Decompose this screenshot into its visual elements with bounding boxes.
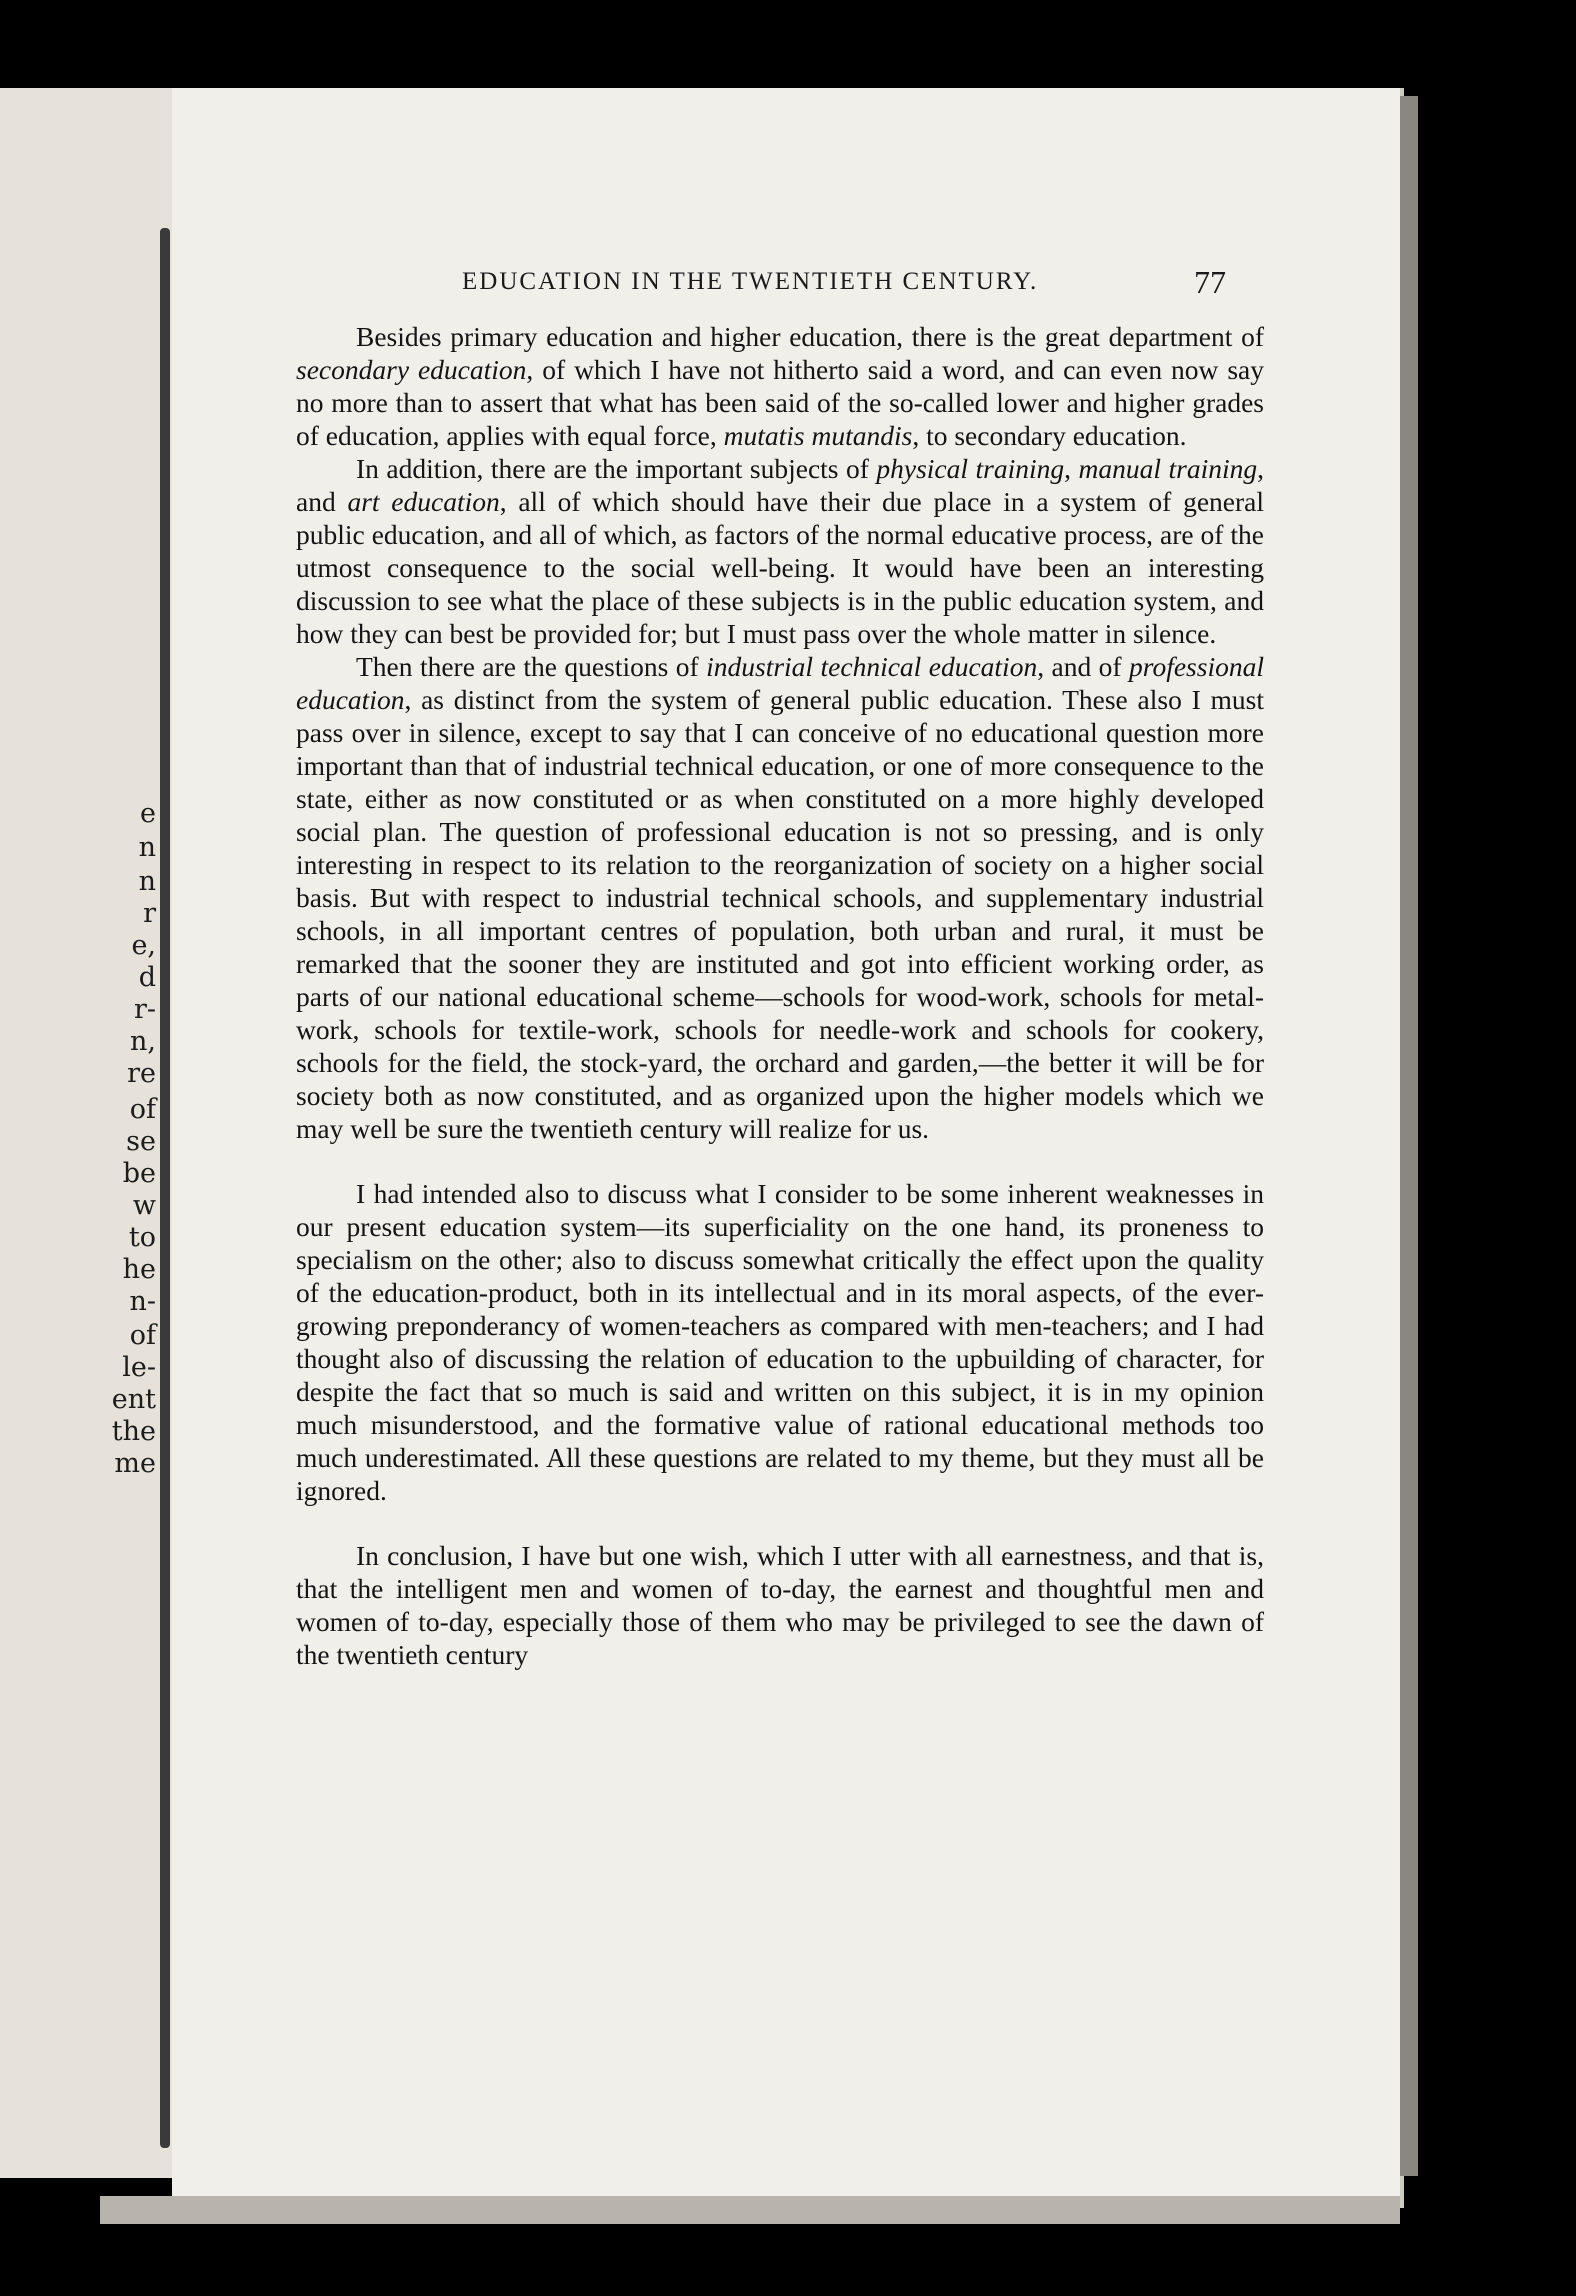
margin-fragment: n [138,866,156,897]
text-run: , and [296,453,1265,517]
margin-fragment: to [128,1222,156,1253]
facing-page-fragment [0,88,172,2178]
paragraph [296,452,1264,650]
paragraph: In conclusion, I have but one wish, which I utter with all earnestness, and that is, that the intelligent men and women of to-day, the earnest and thoughtful men and women of to-day, especially those of them who may be privileged to see the dawn of the twentieth century [296,1540,1264,1670]
margin-fragment: n [138,832,156,863]
margin-fragment: he [122,1254,156,1285]
text-run: , of which I have not hitherto said a word, and can even now say no more than to assert that what has been said of the so-called lower and higher grades of education, applies with equal force, [296,354,1264,451]
text-run: , [1064,453,1079,484]
margin-fragment: e [140,798,156,829]
text-run: Besides primary education and higher education, there is the great department of [356,321,1264,352]
margin-fragment: n- [129,1286,156,1317]
margin-fragment: of [129,1320,156,1351]
text-run: In addition, there are the important subjects of [356,453,877,484]
page-bottom-edge [100,2196,1400,2224]
text-run: Then there are the questions of [356,651,707,682]
margin-fragment: the [111,1416,156,1447]
margin-fragment: r- [133,994,156,1025]
margin-fragment: ent [111,1384,156,1415]
italic-term: industrial technical education [706,651,1038,682]
margin-fragment: se [126,1126,156,1157]
margin-fragment: w [132,1190,156,1221]
running-title: EDUCATION IN THE TWENTIETH CENTURY. [462,268,1039,295]
paragraph [296,650,1264,1145]
italic-term: physical training [876,453,1065,484]
margin-fragment: be [122,1158,156,1189]
margin-fragment: re [127,1058,156,1089]
margin-fragment: d [138,962,156,993]
paragraph: I had intended also to discuss what I consider to be some inherent weaknesses in our present education system—its superficiality on the one hand, its proneness to specialism on the other; also to discuss somewhat critically the effect upon the quality of the education-product, both in its intellectual and in its moral aspects, of the ever-growing preponderancy of women-teachers as compared with men-teachers; and I had thought also of discussing the relation of education to the upbuilding of character, for despite the fact that so much is said and written on this subject, it is in my opinion much misunderstood, and the formative value of rational educational methods too much underestimated. All these questions are related to my theme, but they must all be ignored. [296,1178,1264,1506]
text-run: , all of which should have their due place in a system of general public education, and all of which, as factors of the normal educative process, are of the utmost consequence to the social well-being. It would have been an interesting discussion to see what the place of these subjects is in the public education system, and how they can best be provided for; but I must pass over the whole matter in silence. [296,486,1264,649]
margin-fragment: of [129,1094,156,1125]
margin-fragment: r [143,898,156,929]
book-page [172,88,1404,2208]
margin-fragment: e, [131,930,156,961]
italic-term: secondary education [296,354,527,385]
text-run: , and of [1037,651,1130,682]
paragraph [296,320,1264,452]
margin-fragment: n, [130,1026,156,1057]
italic-term: mutatis mutandis [723,420,913,451]
text-run: , to secondary education. [912,420,1187,451]
italic-term: art education [347,486,500,517]
page-number: 77 [1194,264,1226,300]
margin-fragment: le- [122,1352,156,1383]
italic-term: manual training [1078,453,1258,484]
italic-term: professional education [296,651,1264,715]
page-body [296,320,1264,1671]
page-edge-shadow [1400,96,1418,2176]
binding-gutter [160,228,170,2148]
margin-fragment: me [114,1448,156,1479]
text-run: , as distinct from the system of general public education. These also I must pass over in silence, except to say that I can conceive of no educational question more important than that of industrial technical education, or one of more consequence to the state, either as now constituted or as when constituted on a more highly developed social plan. The question of professional education is not so pressing, and is only interesting in respect to its relation to the reorganization of society on a higher social basis. But with respect to industrial technical schools, and supplementary industrial schools, in all important centres of population, both urban and rural, it must be remarked that the sooner they are instituted and got into efficient working order, as parts of our national educational scheme—schools for wood-work, schools for metal-work, schools for textile-work, schools for needle-work and schools for cookery, schools for the field, the stock-yard, the orchard and garden,—the better it will be for society both as now constituted, and as organized upon the higher models which we may well be sure the twentieth century will realize for us. [296,684,1264,1144]
